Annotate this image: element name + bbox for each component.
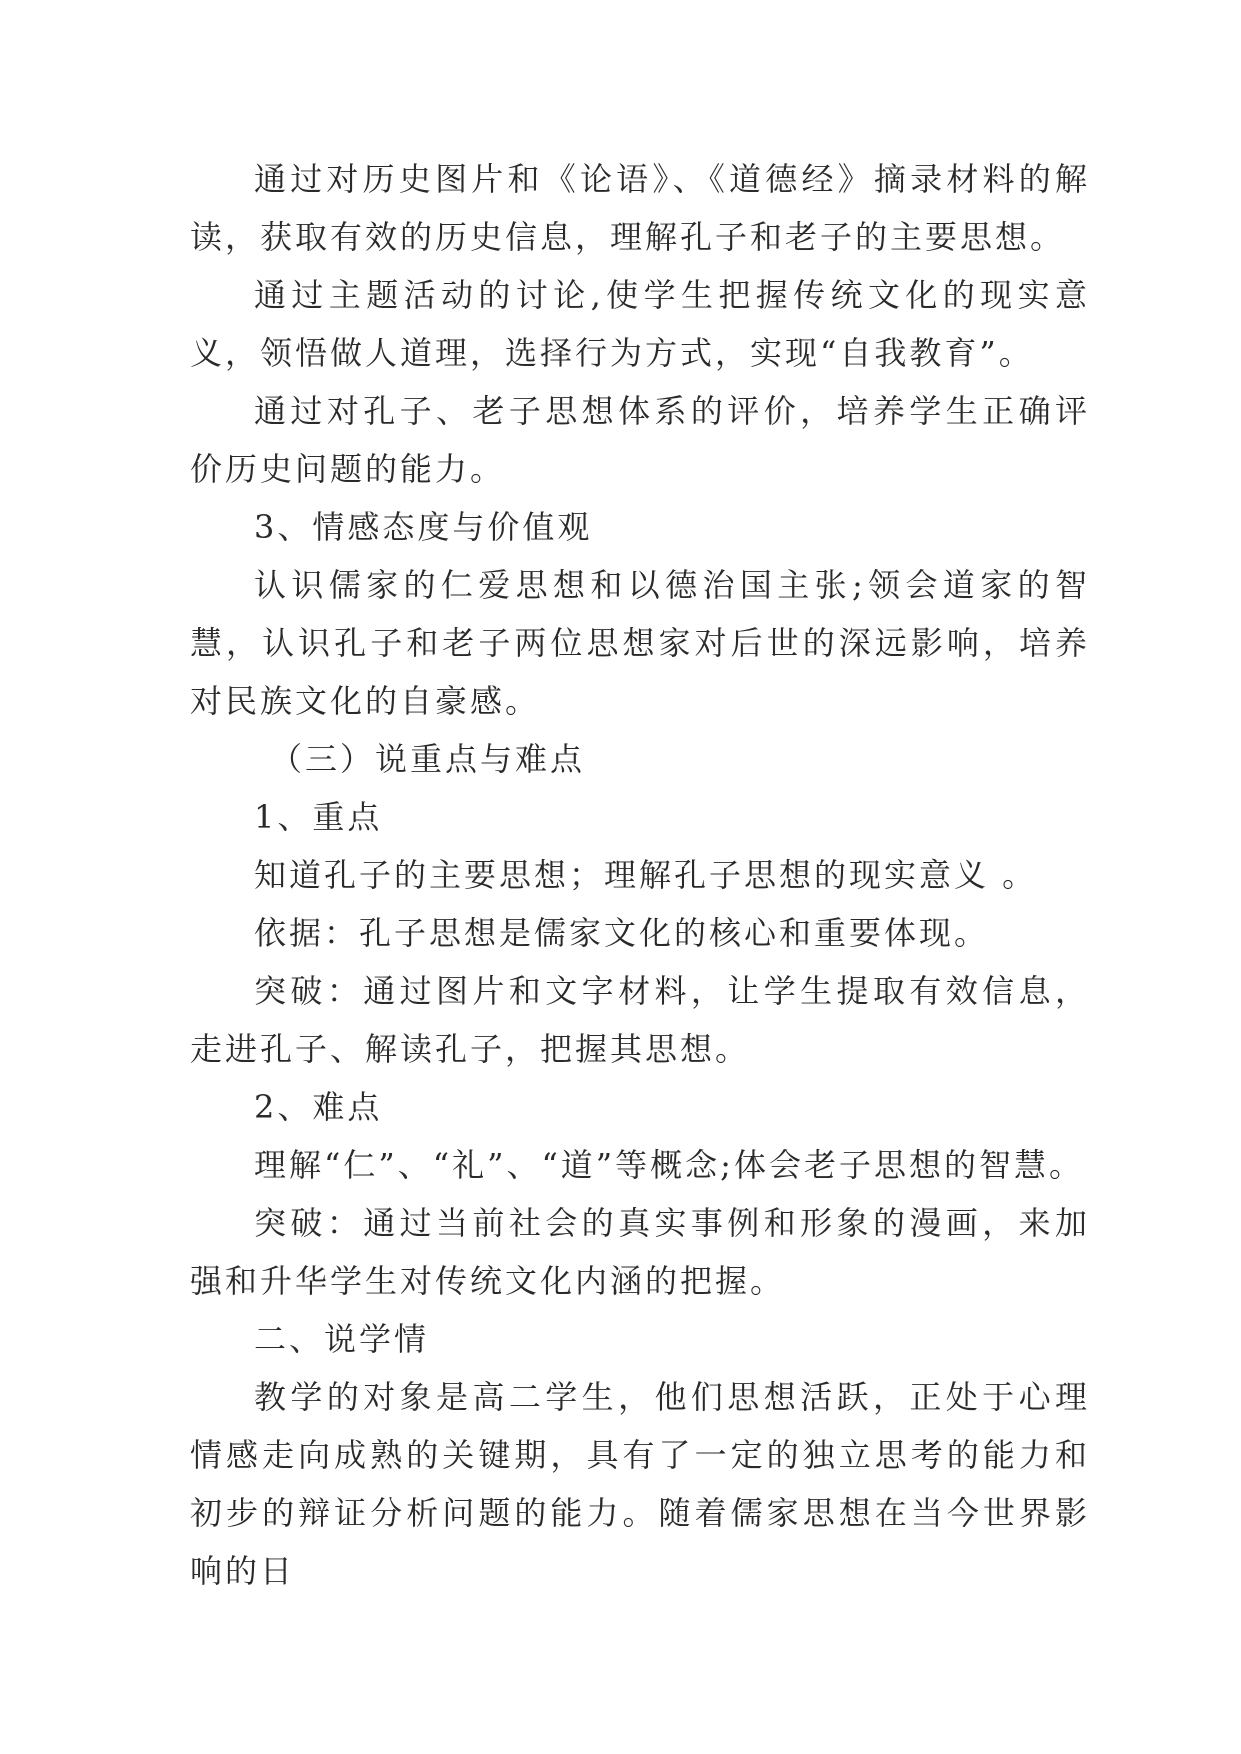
heading-difficult-point: 2、难点: [254, 1088, 383, 1126]
paragraph-key-point-content: 知道孔子的主要思想；理解孔子思想的现实意义 。: [254, 856, 1038, 894]
paragraph-difficult-point-content: 理解“仁”、“礼”、“道”等概念;体会老子思想的智慧。: [254, 1146, 1084, 1184]
heading-key-difficult-points: （三）说重点与难点: [270, 740, 586, 778]
paragraph-difficult-point-breakthrough: 突破：通过当前社会的真实事例和形象的漫画，来加强和升华学生对传统文化内涵的把握。: [190, 1204, 1090, 1300]
heading-emotion-values: 3、情感态度与价值观: [254, 508, 593, 546]
paragraph-key-point-breakthrough: 突破：通过图片和文字材料，让学生提取有效信息，走进孔子、解读孔子，把握其思想。: [190, 972, 1090, 1068]
document-body: [190, 150, 1090, 1600]
paragraph-key-point-basis: 依据：孔子思想是儒家文化的核心和重要体现。: [254, 914, 990, 952]
heading-key-point: 1、重点: [254, 798, 383, 836]
heading-student-analysis: 二、说学情: [254, 1320, 430, 1358]
paragraph-interpret-materials: 通过对历史图片和《论语》、《道德经》摘录材料的解读，获取有效的历史信息，理解孔子和老子的主要思想。: [190, 160, 1090, 256]
paragraph-theme-activity: 通过主题活动的讨论,使学生把握传统文化的现实意义，领悟做人道理，选择行为方式，实现“自我教育”。: [190, 276, 1090, 372]
paragraph-student-analysis: 教学的对象是高二学生，他们思想活跃，正处于心理情感走向成熟的关键期，具有了一定的独立思考的能力和初步的辩证分析问题的能力。随着儒家思想在当今世界影响的日: [190, 1378, 1090, 1590]
paragraph-confucian-taoist: 认识儒家的仁爱思想和以德治国主张;领会道家的智慧，认识孔子和老子两位思想家对后世的深远影响，培养对民族文化的自豪感。: [190, 566, 1090, 720]
paragraph-evaluation: 通过对孔子、老子思想体系的评价，培养学生正确评价历史问题的能力。: [190, 392, 1090, 488]
